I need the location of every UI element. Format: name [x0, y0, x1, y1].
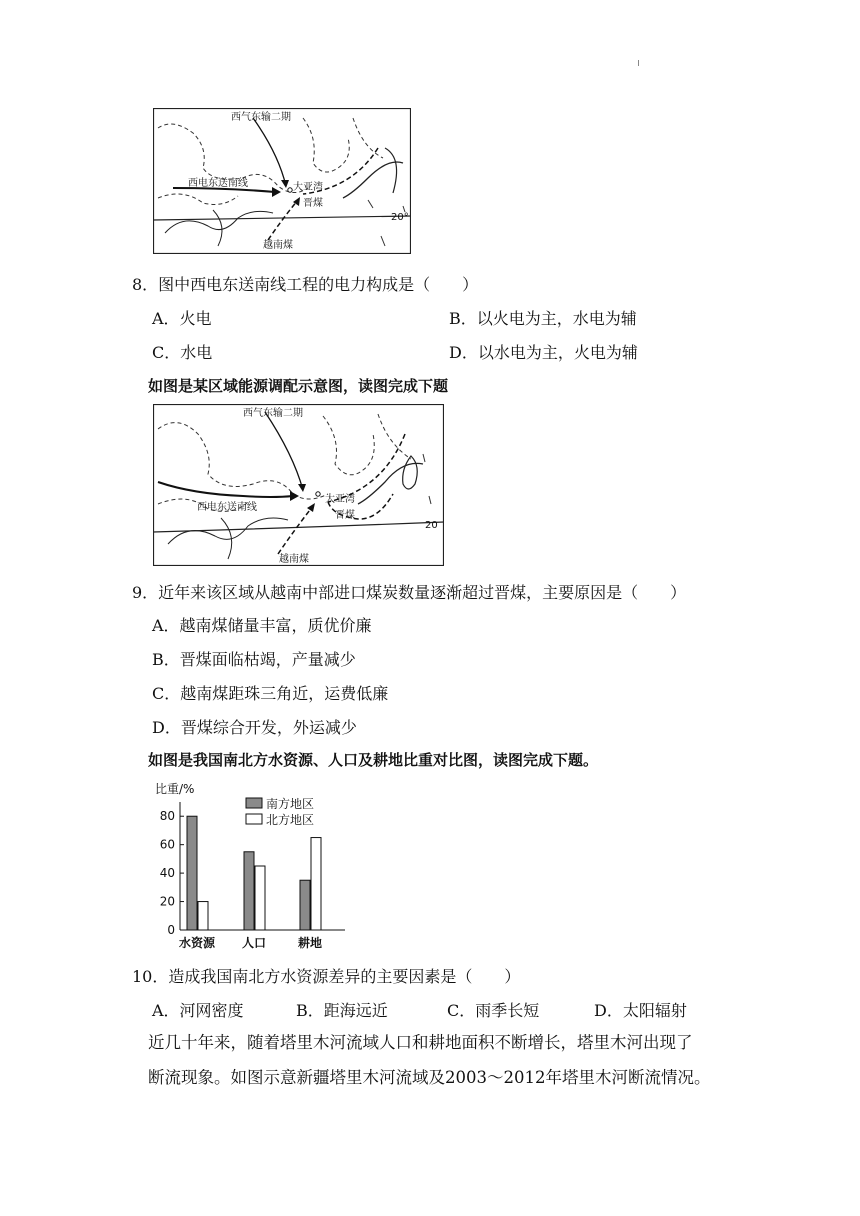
- chart-xtick-label: 人口: [241, 936, 267, 950]
- question-9-option-c[interactable]: C．越南煤距珠三角近，运费低廉: [152, 684, 389, 703]
- map2-label-vietnam: 越南煤: [279, 554, 309, 565]
- question-8-stem: 8．图中西电东送南线工程的电力构成是（ ）: [132, 275, 479, 294]
- chart-ytick-label: 80: [159, 809, 175, 824]
- chart-bar: [187, 816, 197, 930]
- paragraph-line-2: 断流现象。如图示意新疆塔里木河流域及2003～2012年塔里木河断流情况。: [148, 1068, 711, 1087]
- chart-ytick-label: 60: [159, 837, 175, 852]
- map1-label-dayawan: 大亚湾: [293, 182, 323, 193]
- chart-bar: [244, 852, 254, 930]
- chart-ytick-label: 40: [159, 866, 175, 881]
- chart-legend-swatch: [246, 798, 262, 808]
- chart-bar: [198, 902, 208, 930]
- chart-legend-label: 南方地区: [266, 797, 315, 811]
- question-10-stem: 10．造成我国南北方水资源差异的主要因素是（ ）: [132, 967, 521, 986]
- question-8-option-a[interactable]: A．火电: [152, 309, 212, 328]
- energy-map-2: [153, 404, 444, 566]
- chart-ylabel: 比重/%: [155, 782, 195, 796]
- question-9-stem: 9．近年来该区域从越南中部进口煤炭数量逐渐超过晋煤，主要原因是（ ）: [132, 583, 687, 602]
- chart-bar: [255, 866, 265, 930]
- energy-map-1: [153, 108, 411, 254]
- map2-label-gas: 西气东输二期: [243, 408, 303, 419]
- map1-label-vietnam: 越南煤: [263, 240, 293, 251]
- question-10-option-d[interactable]: D．太阳辐射: [594, 1001, 687, 1020]
- question-10-option-c[interactable]: C．雨季长短: [447, 1001, 540, 1020]
- chart-ytick-label: 20: [159, 894, 175, 909]
- chart-ytick-label: 0: [167, 923, 175, 937]
- map2-label-dayawan: 大亚湾: [325, 494, 355, 505]
- chart-legend-label: 北方地区: [266, 813, 315, 827]
- question-8-option-d[interactable]: D．以水电为主，火电为辅: [449, 343, 638, 362]
- map1-label-gas: 西气东输二期: [231, 112, 291, 123]
- map2-label-power: 西电东送南线: [197, 502, 257, 513]
- chart-xtick-label: 水资源: [178, 936, 216, 950]
- chart-xtick-label: 耕地: [297, 936, 323, 950]
- map1-label-lat: 20°: [391, 212, 409, 223]
- question-10-option-a[interactable]: A．河网密度: [152, 1001, 244, 1020]
- map2-intro: 如图是某区域能源调配示意图，读图完成下题: [148, 377, 449, 395]
- chart-bar: [311, 838, 321, 930]
- question-10-option-b[interactable]: B．距海远近: [296, 1001, 388, 1020]
- question-8-option-b[interactable]: B．以火电为主，水电为辅: [449, 309, 637, 328]
- question-9-option-b[interactable]: B．晋煤面临枯竭，产量减少: [152, 650, 356, 669]
- chart-intro: 如图是我国南北方水资源、人口及耕地比重对比图，读图完成下题。: [148, 751, 599, 769]
- question-8-option-c[interactable]: C．水电: [152, 343, 213, 362]
- paragraph-line-1: 近几十年来，随着塔里木河流域人口和耕地面积不断增长，塔里木河出现了: [148, 1033, 693, 1052]
- page-mark: [638, 60, 639, 66]
- question-9-option-a[interactable]: A．越南煤储量丰富，质优价廉: [152, 616, 372, 635]
- water-resource-chart: [150, 778, 355, 954]
- chart-legend-swatch: [246, 814, 262, 824]
- chart-bar: [300, 880, 310, 930]
- question-9-option-d[interactable]: D．晋煤综合开发，外运减少: [152, 718, 357, 737]
- map2-label-lat: 20: [425, 520, 438, 531]
- map2-label-jinmei: 晋煤: [335, 510, 355, 521]
- map1-label-power: 西电东送南线: [188, 178, 248, 189]
- map1-label-jinmei: 晋煤: [303, 198, 323, 209]
